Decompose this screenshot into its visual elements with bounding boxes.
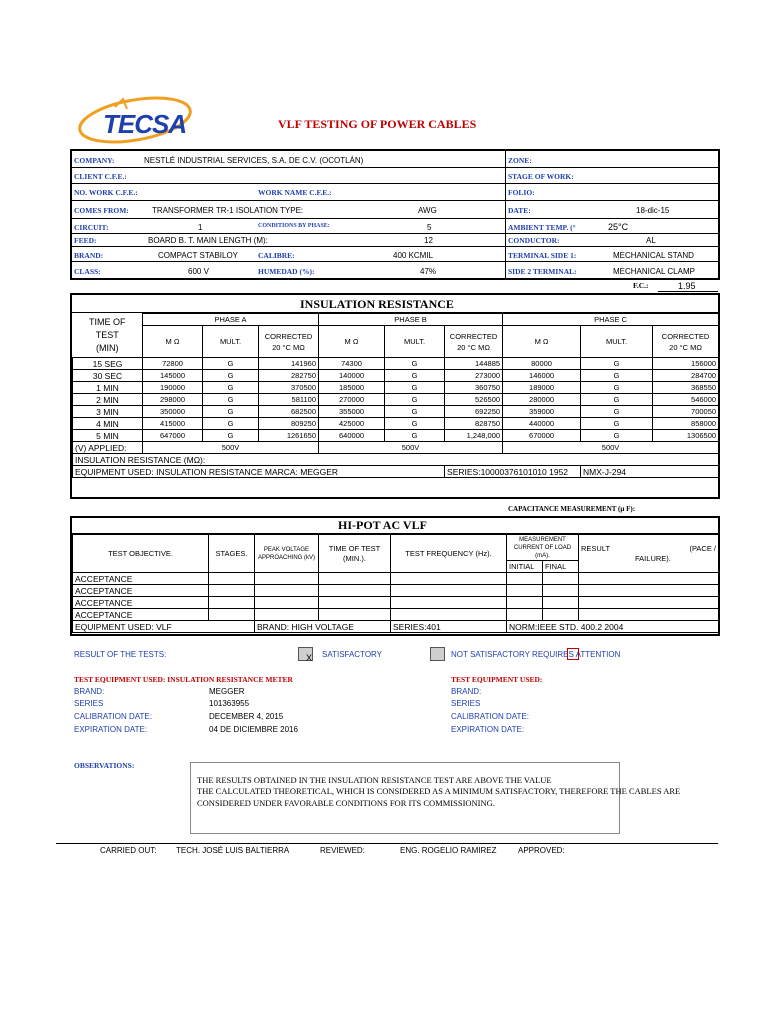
- conditions-value: 5: [427, 223, 432, 232]
- hipot-empty-cell: [579, 585, 719, 597]
- hipot-pace-header: (PACE /: [689, 543, 717, 553]
- ir-a-mult: G: [203, 418, 259, 430]
- hipot-empty-cell: [543, 609, 579, 621]
- hipot-final-header: FINAL: [543, 561, 579, 573]
- ambient-value: 25°C: [608, 222, 629, 232]
- ir-time-cell: 3 MIN: [73, 406, 143, 418]
- footer-carried-label: CARRIED OUT:: [100, 846, 157, 855]
- footer-approved-label: APPROVED:: [518, 846, 565, 855]
- hipot-empty-cell: [209, 609, 255, 621]
- company-label: COMPANY:: [74, 156, 115, 165]
- ir-b-mult: G: [385, 406, 445, 418]
- circuit-label: CIRCUIT:: [74, 223, 109, 232]
- hipot-empty-cell: [507, 585, 543, 597]
- ir-b-corrected: 692250: [445, 406, 503, 418]
- hipot-meas-header: MEASUREMENT CURRENT OF LOAD (mA).: [507, 535, 579, 561]
- comes-from-label: COMES FROM:: [74, 206, 129, 215]
- ir-norm: NMX-J-294: [581, 466, 719, 478]
- equip-right-exp-label: EXPIRATION DATE:: [451, 725, 525, 734]
- equip-left-series-label: SERIES: [74, 699, 104, 708]
- ir-b-corrected: 360750: [445, 382, 503, 394]
- ir-c-value: 189000: [503, 382, 581, 394]
- hipot-empty-cell: [507, 597, 543, 609]
- mult-a: MULT.: [203, 326, 259, 358]
- corrected-c: CORRECTED: [661, 331, 710, 341]
- ir-label: INSULATION RESISTANCE (MΩ):: [73, 454, 719, 466]
- equip-right-brand-label: BRAND:: [451, 687, 482, 696]
- equip-left-series-value: 101363955: [209, 699, 250, 708]
- circuit-value: 1: [198, 223, 203, 232]
- observations-line3: CONSIDERED UNDER FAVORABLE CONDITIONS FOR ITS COMMISSIONING.: [197, 798, 495, 808]
- ir-a-corrected: 682500: [259, 406, 319, 418]
- equip-left-cal-label: CALIBRATION DATE:: [74, 712, 152, 721]
- ir-table-row: [73, 394, 719, 406]
- length-value: 12: [424, 236, 433, 245]
- ir-a-corrected: 1261650: [259, 430, 319, 442]
- ir-a-corrected: 809250: [259, 418, 319, 430]
- ir-time-cell: 1 MIN: [73, 382, 143, 394]
- hipot-table-row: [73, 609, 719, 621]
- ir-a-mult: G: [203, 430, 259, 442]
- equip-right-cal-label: CALIBRATION DATE:: [451, 712, 529, 721]
- hipot-empty-cell: [255, 573, 319, 585]
- ir-a-corrected: 370500: [259, 382, 319, 394]
- ir-time-cell: 5 MIN: [73, 430, 143, 442]
- result-label: RESULT OF THE TESTS:: [74, 650, 167, 659]
- equip-right-series-label: SERIES: [451, 699, 481, 708]
- hipot-empty-cell: [209, 585, 255, 597]
- ir-b-value: 355000: [319, 406, 385, 418]
- footer-reviewed-label: REVIEWED:: [320, 846, 365, 855]
- corrected-a: CORRECTED: [264, 331, 313, 341]
- terminal1-value: MECHANICAL STAND: [613, 251, 694, 260]
- phase-b-header: PHASE B: [319, 314, 503, 326]
- ir-b-corrected: 828750: [445, 418, 503, 430]
- ir-table-row: [73, 358, 719, 370]
- hipot-objective-cell: ACCEPTANCE: [73, 573, 209, 585]
- ir-a-mult: G: [203, 382, 259, 394]
- ir-a-mult: G: [203, 358, 259, 370]
- hipot-empty-cell: [319, 609, 391, 621]
- ir-table-row: [73, 370, 719, 382]
- client-label: CLIENT C.F.E.:: [74, 172, 127, 181]
- observations-label: OBSERVATIONS:: [74, 761, 135, 770]
- insulation-title: INSULATION RESISTANCE: [300, 297, 454, 311]
- ir-b-value: 185000: [319, 382, 385, 394]
- ir-c-value: 146000: [503, 370, 581, 382]
- hipot-peak-header: PEAK VOLTAGE APPROACHING (kV): [255, 535, 319, 573]
- ir-series: SERIES:10000376101010 1952: [445, 466, 581, 478]
- ir-a-value: 415000: [143, 418, 203, 430]
- min-label: (MIN): [96, 342, 119, 353]
- ir-b-corrected: 144885: [445, 358, 503, 370]
- footer-eng: ENG. ROGELIO RAMIREZ: [400, 846, 497, 855]
- attention-checkbox[interactable]: [567, 648, 579, 660]
- conductor-value: AL: [646, 236, 656, 245]
- mohm-c: M Ω: [503, 326, 581, 358]
- equip-left-exp-value: 04 DE DICIEMBRE 2016: [209, 725, 298, 734]
- company-logo: [75, 95, 225, 145]
- hipot-objective-header: TEST OBJECTIVE.: [73, 535, 209, 573]
- ir-a-value: 350000: [143, 406, 203, 418]
- hipot-empty-cell: [543, 585, 579, 597]
- equip-left-title: TEST EQUIPMENT USED: INSULATION RESISTANCE METER: [74, 675, 293, 684]
- not-satisfactory-label: NOT SATISFACTORY REQUIRES ATTENTION: [451, 650, 621, 659]
- ir-time-cell: 2 MIN: [73, 394, 143, 406]
- hipot-table-row: [73, 585, 719, 597]
- ir-b-mult: G: [385, 394, 445, 406]
- mohm-b: M Ω: [319, 326, 385, 358]
- satisfactory-label: SATISFACTORY: [322, 650, 383, 659]
- hipot-time-header: TIME OF TEST (MIN.).: [319, 535, 391, 573]
- hipot-empty-cell: [507, 609, 543, 621]
- ir-c-corrected: 1306500: [653, 430, 719, 442]
- stage-label: STAGE OF WORK:: [508, 172, 574, 181]
- ir-c-corrected: 368550: [653, 382, 719, 394]
- insulation-table: [72, 313, 719, 478]
- hipot-empty-cell: [543, 597, 579, 609]
- class-value: 600 V: [188, 267, 209, 276]
- observations-line2: THE CALCULATED THEORETICAL, WHICH IS CONSIDERED AS A MINIMUM SATISFACTORY, THEREFORE THE CABLES ARE: [197, 786, 681, 796]
- calibre-label: CALIBRE:: [258, 251, 295, 260]
- comes-from-value: TRANSFORMER TR-1 ISOLATION TYPE:: [152, 206, 304, 215]
- ir-a-value: 647000: [143, 430, 203, 442]
- hipot-empty-cell: [255, 597, 319, 609]
- ir-b-corrected: 273000: [445, 370, 503, 382]
- time-of-label: TIME OF: [89, 316, 126, 327]
- hipot-initial-header: INITIAL: [507, 561, 543, 573]
- ir-b-value: 270000: [319, 394, 385, 406]
- ir-c-corrected: 284700: [653, 370, 719, 382]
- ir-equipment: EQUIPMENT USED: INSULATION RESISTANCE MARCA: MEGGER: [73, 466, 445, 478]
- work-name-label: WORK NAME C.F.E.:: [258, 188, 332, 197]
- hipot-empty-cell: [391, 597, 507, 609]
- ir-b-mult: G: [385, 430, 445, 442]
- awg-value: AWG: [418, 206, 437, 215]
- hipot-empty-cell: [209, 573, 255, 585]
- humedad-value: 47%: [420, 267, 437, 276]
- hipot-empty-cell: [391, 573, 507, 585]
- applied-c: 500V: [503, 442, 719, 454]
- ir-a-value: 145000: [143, 370, 203, 382]
- ir-c-mult: G: [581, 370, 653, 382]
- brand-value: COMPACT STABILOY: [158, 251, 239, 260]
- ir-c-corrected: 546000: [653, 394, 719, 406]
- mult-b: MULT.: [385, 326, 445, 358]
- applied-b: 500V: [319, 442, 503, 454]
- ir-table-row: [73, 406, 719, 418]
- capacitance-label: CAPACITANCE MEASUREMENT (μ F):: [508, 505, 636, 513]
- hipot-failure-header: FAILURE).: [635, 553, 671, 563]
- hipot-equipment: EQUIPMENT USED: VLF: [73, 621, 255, 633]
- ir-table-row: [73, 418, 719, 430]
- test-label: TEST: [95, 329, 119, 340]
- hipot-empty-cell: [579, 573, 719, 585]
- hipot-empty-cell: [579, 597, 719, 609]
- equip-right-title: TEST EQUIPMENT USED:: [451, 675, 543, 684]
- hipot-table: [72, 534, 719, 633]
- hipot-table-row: [73, 573, 719, 585]
- equip-left-exp-label: EXPIRATION DATE:: [74, 725, 148, 734]
- mult-c: MULT.: [581, 326, 653, 358]
- conductor-label: CONDUCTOR:: [508, 236, 560, 245]
- hipot-title: HI-POT AC VLF: [338, 518, 427, 532]
- no-work-label: NO. WORK C.F.E.:: [74, 188, 138, 197]
- ir-a-value: 72800: [143, 358, 203, 370]
- ir-c-mult: G: [581, 382, 653, 394]
- hipot-empty-cell: [209, 597, 255, 609]
- hipot-empty-cell: [255, 585, 319, 597]
- date-value: 18-dic-15: [636, 206, 670, 215]
- hipot-empty-cell: [391, 585, 507, 597]
- ir-b-mult: G: [385, 382, 445, 394]
- ir-b-mult: G: [385, 370, 445, 382]
- ir-a-corrected: 581100: [259, 394, 319, 406]
- ir-c-value: 80000: [503, 358, 581, 370]
- fc-value: 1.95: [678, 281, 696, 291]
- ir-b-value: 425000: [319, 418, 385, 430]
- class-label: CLASS:: [74, 267, 101, 276]
- ir-table-row: [73, 382, 719, 394]
- hipot-empty-cell: [579, 609, 719, 621]
- feed-value: BOARD B. T. MAIN LENGTH (M):: [148, 236, 268, 245]
- ir-b-corrected: 526500: [445, 394, 503, 406]
- calibre-value: 400 KCMIL: [393, 251, 434, 260]
- ir-b-value: 140000: [319, 370, 385, 382]
- ir-b-corrected: 1,248,000: [445, 430, 503, 442]
- ir-c-corrected: 700050: [653, 406, 719, 418]
- phase-c-header: PHASE C: [503, 314, 719, 326]
- ir-time-cell: 15 SEG: [73, 358, 143, 370]
- hipot-empty-cell: [319, 597, 391, 609]
- hipot-empty-cell: [319, 573, 391, 585]
- ir-a-mult: G: [203, 394, 259, 406]
- humedad-label: HUMEDAD (%):: [258, 267, 315, 276]
- ir-c-mult: G: [581, 394, 653, 406]
- ir-c-mult: G: [581, 358, 653, 370]
- ir-b-mult: G: [385, 358, 445, 370]
- hipot-empty-cell: [391, 609, 507, 621]
- ir-b-value: 640000: [319, 430, 385, 442]
- ir-a-mult: G: [203, 406, 259, 418]
- hipot-result-header: RESULT: [581, 543, 611, 553]
- fc-label: F.C.:: [633, 281, 649, 290]
- hipot-brand: BRAND: HIGH VOLTAGE: [255, 621, 391, 633]
- brand-label: BRAND:: [74, 251, 104, 260]
- ambient-label: AMBIENT TEMP. (°: [508, 223, 576, 232]
- observations-line1: THE RESULTS OBTAINED IN THE INSULATION RESISTANCE TEST ARE ABOVE THE VALUE: [197, 775, 552, 785]
- hipot-freq-header: TEST FREQUENCY (Hz).: [391, 535, 507, 573]
- corrected-b-unit: 20 °C MΩ: [457, 342, 490, 352]
- hipot-norm: NORM:IEEE STD. 400.2 2004: [507, 621, 719, 633]
- satisfactory-mark: X: [306, 653, 313, 663]
- applied-label: (V) APPLIED:: [73, 442, 143, 454]
- feed-label: FEED:: [74, 236, 97, 245]
- ir-c-mult: G: [581, 406, 653, 418]
- hipot-series: SERIES:401: [391, 621, 507, 633]
- ir-c-corrected: 858000: [653, 418, 719, 430]
- hipot-empty-cell: [507, 573, 543, 585]
- ir-c-value: 359000: [503, 406, 581, 418]
- terminal2-label: SIDE 2 TERMINAL:: [508, 267, 577, 276]
- folio-label: FOLIO:: [508, 188, 535, 197]
- ir-a-corrected: 282750: [259, 370, 319, 382]
- hipot-table-row: [73, 597, 719, 609]
- hipot-empty-cell: [543, 573, 579, 585]
- footer-tech: TECH. JOSÉ LUIS BALTIERRA: [176, 846, 290, 855]
- hipot-objective-cell: ACCEPTANCE: [73, 597, 209, 609]
- ir-c-value: 670000: [503, 430, 581, 442]
- ir-c-value: 440000: [503, 418, 581, 430]
- ir-b-value: 74300: [319, 358, 385, 370]
- hipot-stages-header: STAGES.: [209, 535, 255, 573]
- phase-a-header: PHASE A: [143, 314, 319, 326]
- not-satisfactory-checkbox[interactable]: [430, 647, 445, 661]
- terminal2-value: MECHANICAL CLAMP: [613, 267, 695, 276]
- ir-c-corrected: 156000: [653, 358, 719, 370]
- hipot-objective-cell: ACCEPTANCE: [73, 585, 209, 597]
- document-title: VLF TESTING OF POWER CABLES: [278, 117, 477, 131]
- hipot-empty-cell: [319, 585, 391, 597]
- ir-table-row: [73, 430, 719, 442]
- corrected-a-unit: 20 °C MΩ: [272, 342, 305, 352]
- hipot-objective-cell: ACCEPTANCE: [73, 609, 209, 621]
- ir-c-mult: G: [581, 430, 653, 442]
- ir-b-mult: G: [385, 418, 445, 430]
- equip-left-brand-value: MEGGER: [209, 687, 245, 696]
- date-label: DATE:: [508, 206, 531, 215]
- company-value: NESTLÉ INDUSTRIAL SERVICES, S.A. DE C.V. (OCOTLÁN): [144, 156, 364, 165]
- terminal1-label: TERMINAL SIDE 1:: [508, 251, 577, 260]
- ir-c-mult: G: [581, 418, 653, 430]
- ir-a-value: 190000: [143, 382, 203, 394]
- zone-label: ZONE:: [508, 156, 532, 165]
- mohm-a: M Ω: [143, 326, 203, 358]
- corrected-c-unit: 20 °C MΩ: [669, 342, 702, 352]
- ir-time-cell: 4 MIN: [73, 418, 143, 430]
- logo-text: TECSA: [103, 109, 187, 139]
- ir-time-cell: 30 SEC: [73, 370, 143, 382]
- ir-a-value: 298000: [143, 394, 203, 406]
- conditions-label: CONDITIONS BY PHASE:: [258, 223, 330, 229]
- corrected-b: CORRECTED: [449, 331, 498, 341]
- ir-a-mult: G: [203, 370, 259, 382]
- ir-a-corrected: 141960: [259, 358, 319, 370]
- equip-left-cal-value: DECEMBER 4, 2015: [209, 712, 284, 721]
- equip-left-brand-label: BRAND:: [74, 687, 105, 696]
- hipot-empty-cell: [255, 609, 319, 621]
- ir-c-value: 280000: [503, 394, 581, 406]
- applied-a: 500V: [143, 442, 319, 454]
